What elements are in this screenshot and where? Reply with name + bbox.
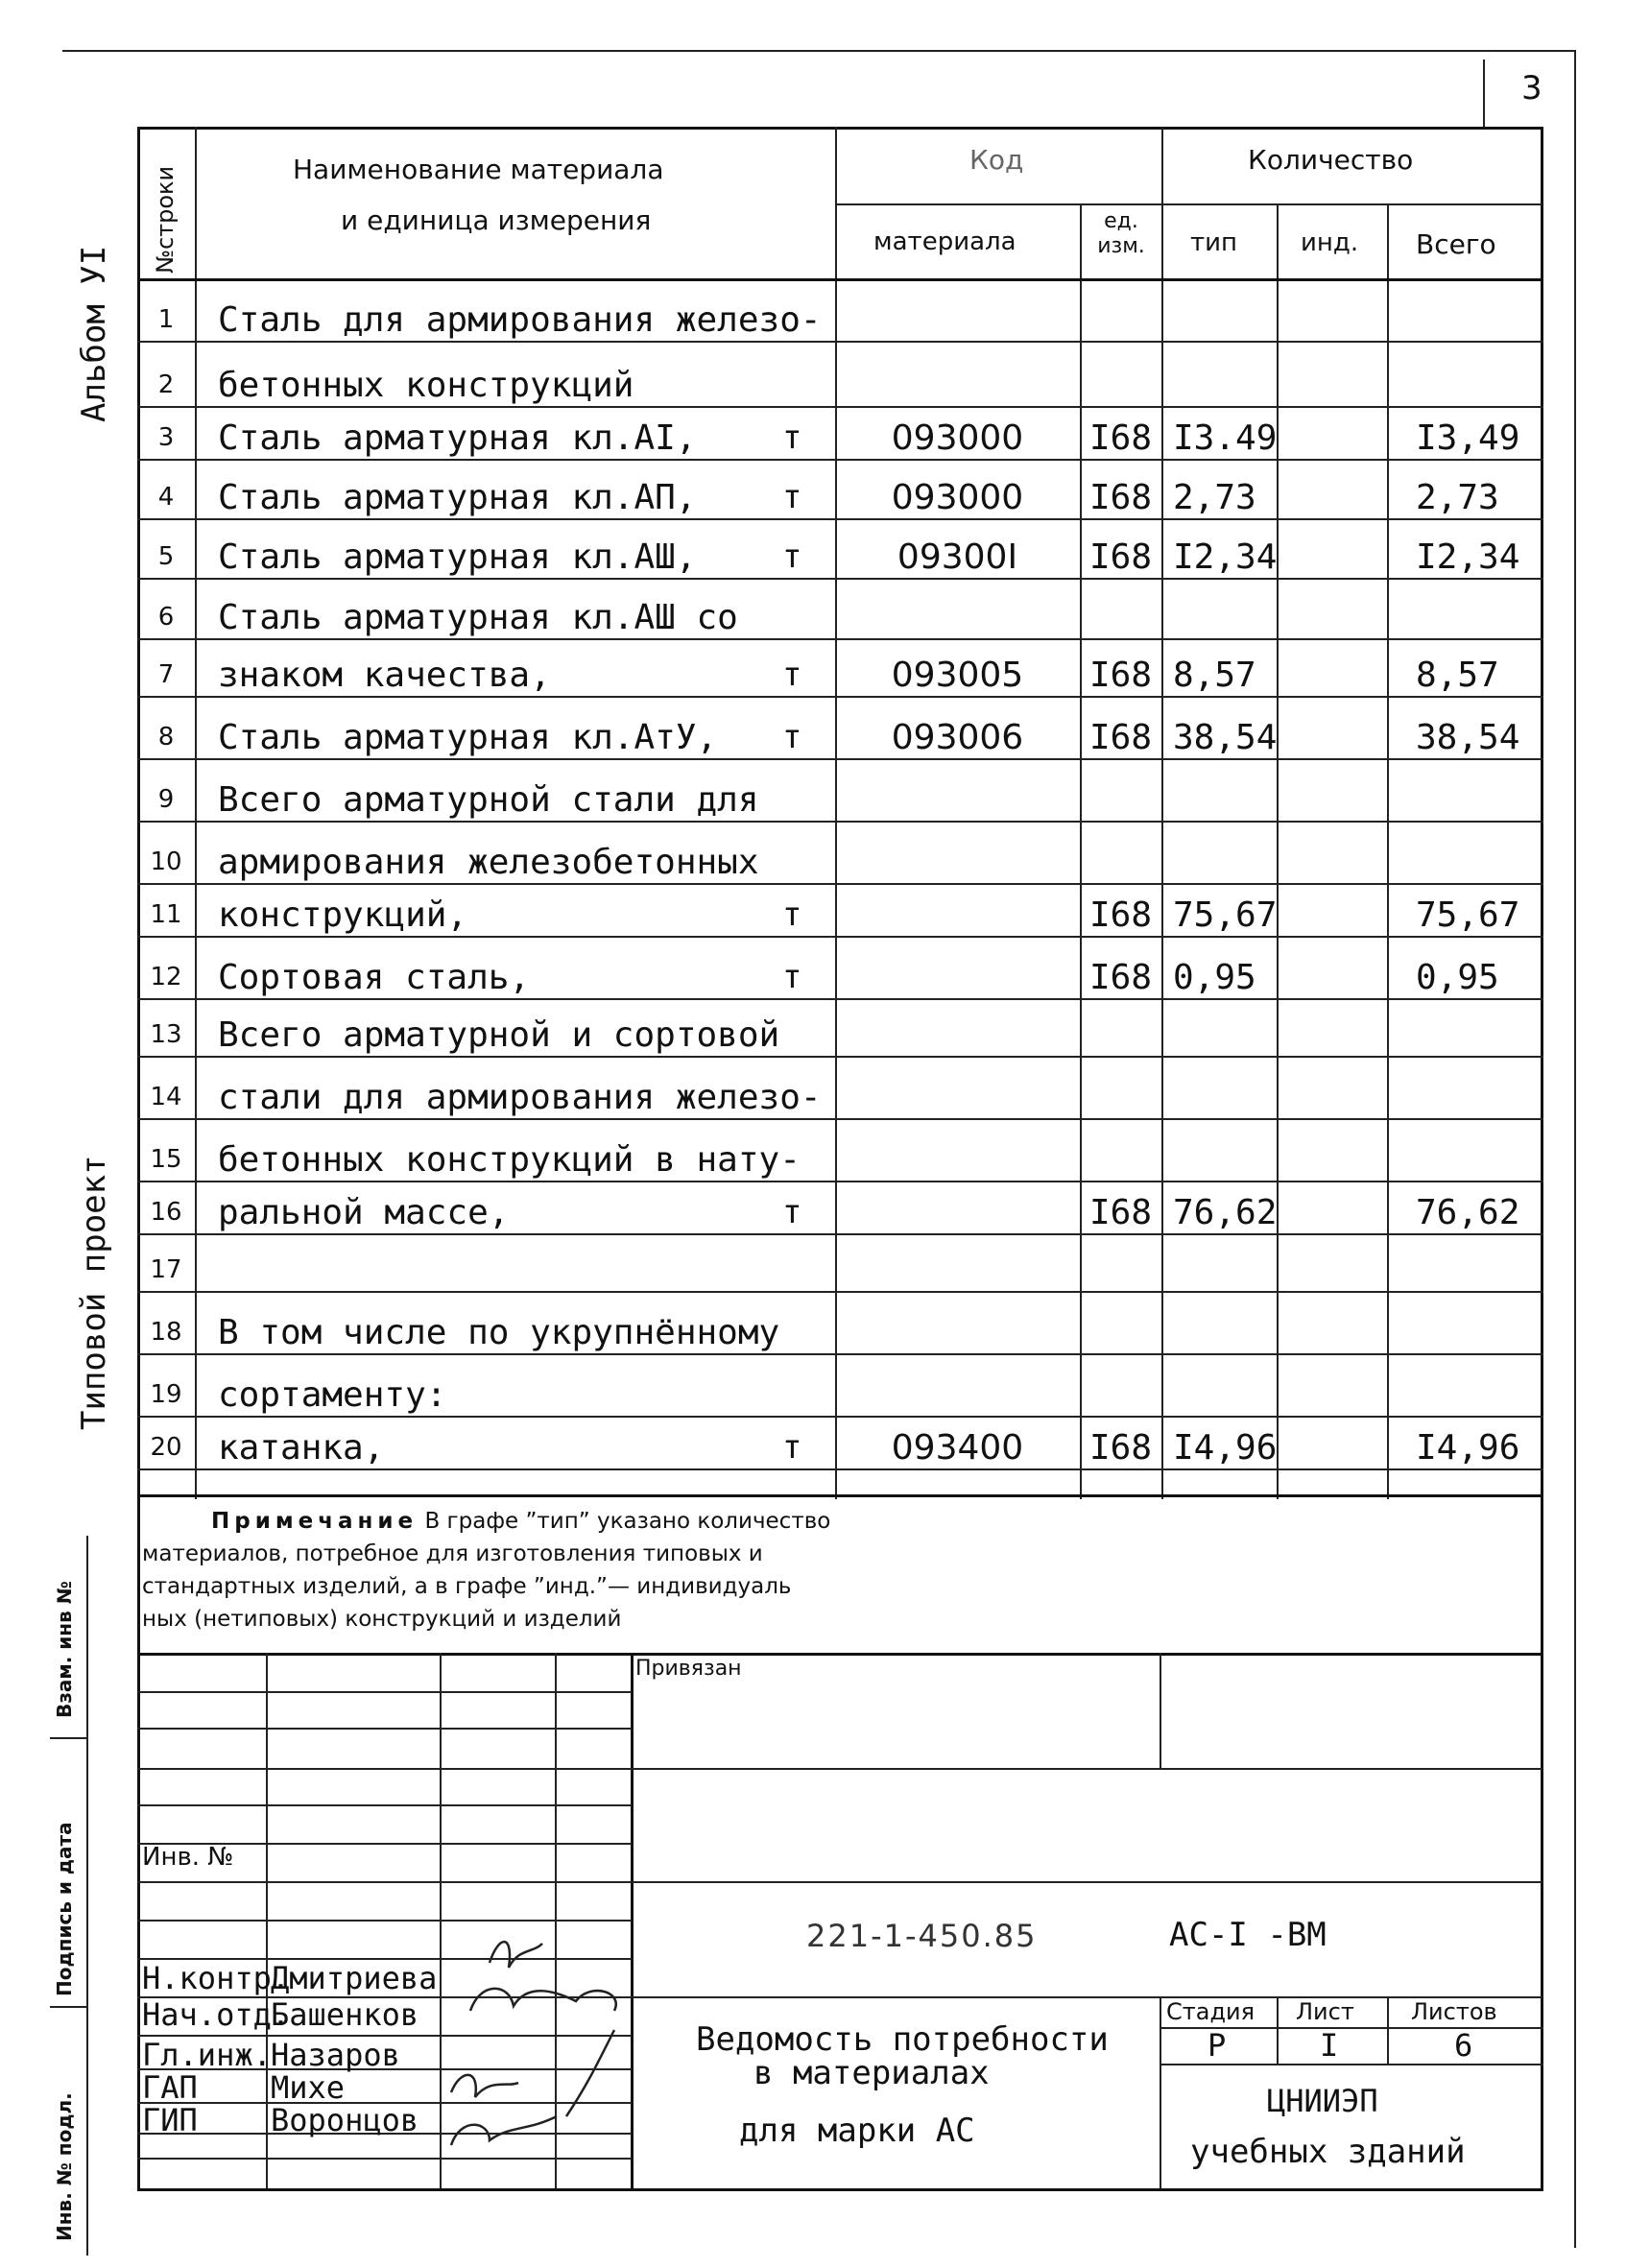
cell-tip xyxy=(1161,1246,1288,1294)
cell-code: 093000 xyxy=(891,418,1024,458)
header-tip: тип xyxy=(1190,228,1238,257)
cell-unit: т xyxy=(782,537,802,576)
cell-vsego: 76,62 xyxy=(1416,1192,1520,1232)
cell-tip: 0,95 xyxy=(1173,957,1256,997)
cell-tip: I4,96 xyxy=(1173,1427,1278,1468)
cell-tip: 76,62 xyxy=(1173,1192,1278,1232)
cell-code xyxy=(835,1135,1080,1183)
cell-ed xyxy=(1080,776,1161,824)
cell-n: 6 xyxy=(157,603,175,632)
cell-unit xyxy=(782,1073,821,1121)
cell-unit xyxy=(782,1135,821,1183)
signatory-role: ГИП xyxy=(142,2102,198,2138)
cell-n: 10 xyxy=(150,848,182,876)
cell-ind xyxy=(1277,838,1387,886)
cell-code xyxy=(835,1371,1080,1419)
cell-unit xyxy=(782,593,821,641)
doc-mark: АС-I -ВМ xyxy=(1169,1916,1327,1954)
cell-code: 093400 xyxy=(891,1427,1024,1468)
cell-unit: т xyxy=(782,895,802,934)
page-number: 3 xyxy=(1521,69,1542,107)
cell-ind xyxy=(1277,414,1387,462)
cell-ed: I68 xyxy=(1088,477,1153,517)
cell-tip xyxy=(1161,296,1288,344)
cell-n: 17 xyxy=(150,1255,182,1284)
cell-code xyxy=(835,296,1080,344)
stamp-left-row-3 xyxy=(137,1768,632,1770)
table-body-bottom xyxy=(137,1494,1543,1497)
cell-ed: I68 xyxy=(1088,418,1153,458)
cell-n: 18 xyxy=(150,1318,182,1347)
cell-code xyxy=(835,593,1080,641)
cell-name: Сортовая сталь, xyxy=(218,957,531,997)
cell-ed: I68 xyxy=(1088,1192,1153,1232)
listov-value: 6 xyxy=(1454,2027,1473,2064)
cell-ed xyxy=(1080,1371,1161,1419)
cell-ind xyxy=(1277,891,1387,939)
cell-n: 1 xyxy=(157,305,175,334)
cell-name: Сталь для армирования железо- xyxy=(218,299,822,340)
cell-n: 19 xyxy=(150,1380,182,1409)
cell-name: Сталь арматурная кл.АШ со xyxy=(218,597,738,637)
cell-tip xyxy=(1161,593,1288,641)
cell-vsego xyxy=(1387,838,1569,886)
cell-code xyxy=(835,776,1080,824)
cell-code: 093005 xyxy=(891,655,1024,695)
cell-name: Всего арматурной и сортовой xyxy=(218,1015,780,1055)
stamp-privyazan-bottom xyxy=(631,1768,1542,1770)
note-line2: материалов, потребное для изготовления типовых и xyxy=(142,1541,763,1566)
stamp-col-1 xyxy=(266,1653,268,2190)
org-line1: ЦНИИЭП xyxy=(1267,2083,1378,2119)
podpis-data-label: Подпись и дата xyxy=(53,1822,76,1996)
cell-ind xyxy=(1277,1011,1387,1059)
cell-name: Сталь арматурная кл.АШ, xyxy=(218,537,697,577)
cell-unit xyxy=(782,1011,821,1059)
cell-ind xyxy=(1277,1246,1387,1294)
cell-n: 4 xyxy=(157,483,175,512)
cell-tip xyxy=(1161,1371,1288,1419)
cell-code: 093006 xyxy=(891,717,1024,757)
cell-vsego: I3,49 xyxy=(1416,418,1520,458)
header-materiala: материала xyxy=(873,227,1016,256)
cell-vsego xyxy=(1387,296,1569,344)
cell-ind xyxy=(1277,1423,1387,1471)
cell-tip: 38,54 xyxy=(1173,717,1278,757)
cell-vsego xyxy=(1387,1135,1569,1183)
note-line4: ных (нетиповых) конструкций и изделий xyxy=(142,1607,622,1632)
cell-n: 15 xyxy=(150,1145,182,1174)
cell-name: Сталь арматурная кл.АI, xyxy=(218,418,697,458)
stamp-top xyxy=(137,1653,1543,1656)
cell-ind xyxy=(1277,776,1387,824)
cell-name: бетонных конструкций в нату- xyxy=(218,1139,801,1180)
cell-ind xyxy=(1277,1371,1387,1419)
cell-name: катанка, xyxy=(218,1427,385,1468)
cell-vsego xyxy=(1387,1073,1569,1121)
cell-tip xyxy=(1161,1135,1288,1183)
cell-ed xyxy=(1080,1011,1161,1059)
doc-title-line1: Ведомость потребности xyxy=(696,2020,1109,2059)
cell-ind xyxy=(1277,1073,1387,1121)
cell-code xyxy=(835,1011,1080,1059)
cell-ind xyxy=(1277,296,1387,344)
cell-ind xyxy=(1277,473,1387,521)
cell-n: 2 xyxy=(157,370,175,399)
header-bottom-rule xyxy=(137,278,1543,281)
cell-code xyxy=(835,1073,1080,1121)
signature-bashenkov xyxy=(470,1989,616,2011)
cell-name: сортаменту: xyxy=(218,1374,447,1415)
cell-name: Сталь арматурная кл.АП, xyxy=(218,477,697,517)
signatory-role: Нач.отд. xyxy=(142,1996,291,2033)
cell-n: 8 xyxy=(157,723,175,752)
cell-ind xyxy=(1277,593,1387,641)
cell-unit: т xyxy=(782,656,802,694)
header-kod: Код xyxy=(969,144,1024,176)
list-label: Лист xyxy=(1296,1998,1354,2025)
signatory-name: Башенков xyxy=(271,1996,419,2033)
note-line1: В графе ”тип” указано количество xyxy=(424,1509,831,1534)
cell-ed xyxy=(1080,1246,1161,1294)
margin-sep-1 xyxy=(50,1737,88,1739)
project-label: Типовой проект xyxy=(75,1155,113,1430)
cell-name: бетонных конструкций xyxy=(218,365,634,405)
table-top-border xyxy=(137,127,1543,130)
cell-ed xyxy=(1080,593,1161,641)
cell-name: ральной массе, xyxy=(218,1192,510,1232)
cell-vsego: I4,96 xyxy=(1416,1427,1520,1468)
cell-vsego xyxy=(1387,1371,1569,1419)
cell-ed: I68 xyxy=(1088,895,1153,935)
stadiya-value: Р xyxy=(1208,2027,1227,2064)
cell-unit: т xyxy=(782,1428,802,1467)
cell-unit: т xyxy=(782,418,802,457)
stamp-stadiya-row2 xyxy=(1160,2064,1543,2065)
cell-ed: I68 xyxy=(1088,537,1153,577)
cell-name: знаком качества, xyxy=(218,655,551,695)
cell-unit xyxy=(782,1308,821,1356)
cell-vsego xyxy=(1387,776,1569,824)
cell-unit xyxy=(782,361,821,409)
header-subrule xyxy=(835,203,1542,205)
cell-vsego: 38,54 xyxy=(1416,717,1520,757)
signatory-role: Н.контр. xyxy=(142,1960,291,1996)
margin-border xyxy=(86,1536,88,2256)
cell-tip: 75,67 xyxy=(1173,895,1278,935)
cell-ed xyxy=(1080,1308,1161,1356)
cell-n: 5 xyxy=(157,542,175,571)
cell-ind xyxy=(1277,713,1387,761)
signatory-name: Воронцов xyxy=(271,2102,419,2138)
cell-tip xyxy=(1161,838,1288,886)
cell-vsego xyxy=(1387,593,1569,641)
cell-ed: I68 xyxy=(1088,957,1153,997)
cell-vsego xyxy=(1387,361,1569,409)
cell-name: армирования железобетонных xyxy=(218,842,759,882)
cell-name: конструкций, xyxy=(218,895,468,935)
cell-n: 20 xyxy=(150,1433,182,1462)
cell-name: В том числе по укрупнённому xyxy=(218,1312,780,1352)
cell-ed xyxy=(1080,361,1161,409)
listov-label: Листов xyxy=(1411,1998,1497,2025)
list-value: I xyxy=(1320,2027,1339,2064)
cell-n: 16 xyxy=(150,1198,182,1227)
header-ind: инд. xyxy=(1301,228,1359,257)
stamp-bottom xyxy=(137,2188,1543,2191)
signatures-drawing xyxy=(422,1924,643,2184)
cell-ed xyxy=(1080,838,1161,886)
signature-vorontsov xyxy=(451,2116,557,2145)
cell-unit xyxy=(782,776,821,824)
cell-ind xyxy=(1277,1135,1387,1183)
cell-unit: т xyxy=(782,958,802,996)
cell-name: Всего арматурной стали для xyxy=(218,779,759,820)
doc-code: 221-1-450.85 xyxy=(806,1918,1038,1954)
cell-name: Сталь арматурная кл.АтУ, xyxy=(218,717,718,757)
margin-sep-2 xyxy=(50,2006,88,2008)
signatory-name: Дмитриева xyxy=(271,1960,438,1996)
cell-ed: I68 xyxy=(1088,717,1153,757)
note xyxy=(142,1505,830,1635)
cell-unit: т xyxy=(782,718,802,756)
cell-unit xyxy=(782,838,821,886)
stamp-col-listov xyxy=(1387,1996,1389,2064)
cell-code xyxy=(835,891,1080,939)
note-line3: стандартных изделий, а в графе ”инд.”— индивидуаль xyxy=(142,1574,792,1599)
cell-n: 11 xyxy=(150,900,182,929)
cell-vsego: 0,95 xyxy=(1416,957,1499,997)
cell-tip xyxy=(1161,776,1288,824)
cell-unit: т xyxy=(782,1193,802,1231)
header-name-line1: Наименование материала xyxy=(293,154,664,185)
cell-code xyxy=(835,1246,1080,1294)
cell-tip: I3.49 xyxy=(1173,418,1278,458)
cell-tip xyxy=(1161,361,1288,409)
cell-ind xyxy=(1277,1188,1387,1236)
cell-ed xyxy=(1080,1073,1161,1121)
cell-unit xyxy=(782,1371,821,1419)
cell-tip xyxy=(1161,1011,1288,1059)
note-title: Примечание xyxy=(211,1509,418,1534)
cell-vsego xyxy=(1387,1308,1569,1356)
cell-code: 09300I xyxy=(897,537,1018,577)
signatory-role: Гл.инж. xyxy=(142,2037,272,2073)
cell-n: 12 xyxy=(150,963,182,991)
header-ed-izm: ед. изм. xyxy=(1097,209,1145,258)
cell-name xyxy=(195,1246,858,1294)
cell-code xyxy=(835,953,1080,1001)
right-page-edge xyxy=(1574,50,1576,2248)
cell-n: 13 xyxy=(150,1020,182,1049)
stamp-col-stadiya xyxy=(1160,1996,1161,2188)
doc-title-line3: для марки АС xyxy=(739,2112,975,2150)
cell-n: 3 xyxy=(157,423,175,452)
signature-nazarov xyxy=(566,2030,614,2116)
cell-tip: 8,57 xyxy=(1173,655,1256,695)
cell-tip xyxy=(1161,1308,1288,1356)
doc-title-line2: в материалах xyxy=(753,2054,990,2092)
cell-ind xyxy=(1277,953,1387,1001)
cell-tip: 2,73 xyxy=(1173,477,1256,517)
cell-ind xyxy=(1277,1308,1387,1356)
cell-vsego: 8,57 xyxy=(1416,655,1499,695)
cell-tip xyxy=(1161,1073,1288,1121)
signature-mihe xyxy=(451,2075,518,2097)
stamp-code-top xyxy=(631,1881,1542,1883)
cell-ind xyxy=(1277,533,1387,581)
inv-podl-label: Инв. № подл. xyxy=(53,2092,76,2241)
signature-dmitrieva xyxy=(490,1942,542,1968)
header-name-line2: и единица измерения xyxy=(341,204,652,236)
header-kolichestvo: Количество xyxy=(1248,144,1414,176)
org-line2: учебных зданий xyxy=(1190,2133,1466,2171)
signatory-name: Назаров xyxy=(271,2037,400,2073)
cell-vsego: 75,67 xyxy=(1416,895,1520,935)
stamp-left-row-6 xyxy=(137,1881,632,1883)
stamp-code-bottom xyxy=(631,1996,1542,1998)
vzam-inv-label: Взам. инв № xyxy=(53,1581,76,1718)
stamp-col-privyazan xyxy=(1160,1653,1161,1768)
cell-ind xyxy=(1277,651,1387,699)
inv-no-label: Инв. № xyxy=(142,1843,234,1872)
stamp-left-row-1 xyxy=(137,1691,632,1693)
cell-ind xyxy=(1277,361,1387,409)
cell-name: стали для армирования железо- xyxy=(218,1077,822,1117)
top-rule xyxy=(62,50,1574,52)
stamp-col-list xyxy=(1277,1996,1279,2064)
signatory-role: ГАП xyxy=(142,2069,198,2106)
cell-tip: I2,34 xyxy=(1173,537,1278,577)
stamp-left-row-4 xyxy=(137,1804,632,1806)
header-row-no: №строки xyxy=(152,165,179,274)
stadiya-label: Стадия xyxy=(1166,1998,1255,2025)
cell-unit xyxy=(782,296,821,344)
cell-ed xyxy=(1080,1135,1161,1183)
cell-unit xyxy=(782,1246,821,1294)
page-number-divider xyxy=(1483,60,1485,127)
cell-vsego: 2,73 xyxy=(1416,477,1499,517)
cell-ed xyxy=(1080,296,1161,344)
header-vsego: Всего xyxy=(1416,228,1496,260)
cell-ed: I68 xyxy=(1088,1427,1153,1468)
cell-code xyxy=(835,361,1080,409)
cell-ed: I68 xyxy=(1088,655,1153,695)
cell-vsego xyxy=(1387,1011,1569,1059)
cell-unit: т xyxy=(782,478,802,516)
cell-code xyxy=(835,838,1080,886)
album-label: Альбом УI xyxy=(75,245,113,422)
cell-n: 7 xyxy=(157,660,175,689)
cell-code xyxy=(835,1308,1080,1356)
cell-code xyxy=(835,1188,1080,1236)
cell-code: 093000 xyxy=(891,477,1024,517)
stamp-left-row-2 xyxy=(137,1728,632,1730)
cell-n: 14 xyxy=(150,1083,182,1111)
cell-vsego xyxy=(1387,1246,1569,1294)
stamp-left-row-7 xyxy=(137,1920,632,1922)
cell-n: 9 xyxy=(157,785,175,814)
privyazan-label: Привязан xyxy=(635,1657,742,1681)
cell-vsego: I2,34 xyxy=(1416,537,1520,577)
signatory-name: Михе xyxy=(271,2069,346,2106)
